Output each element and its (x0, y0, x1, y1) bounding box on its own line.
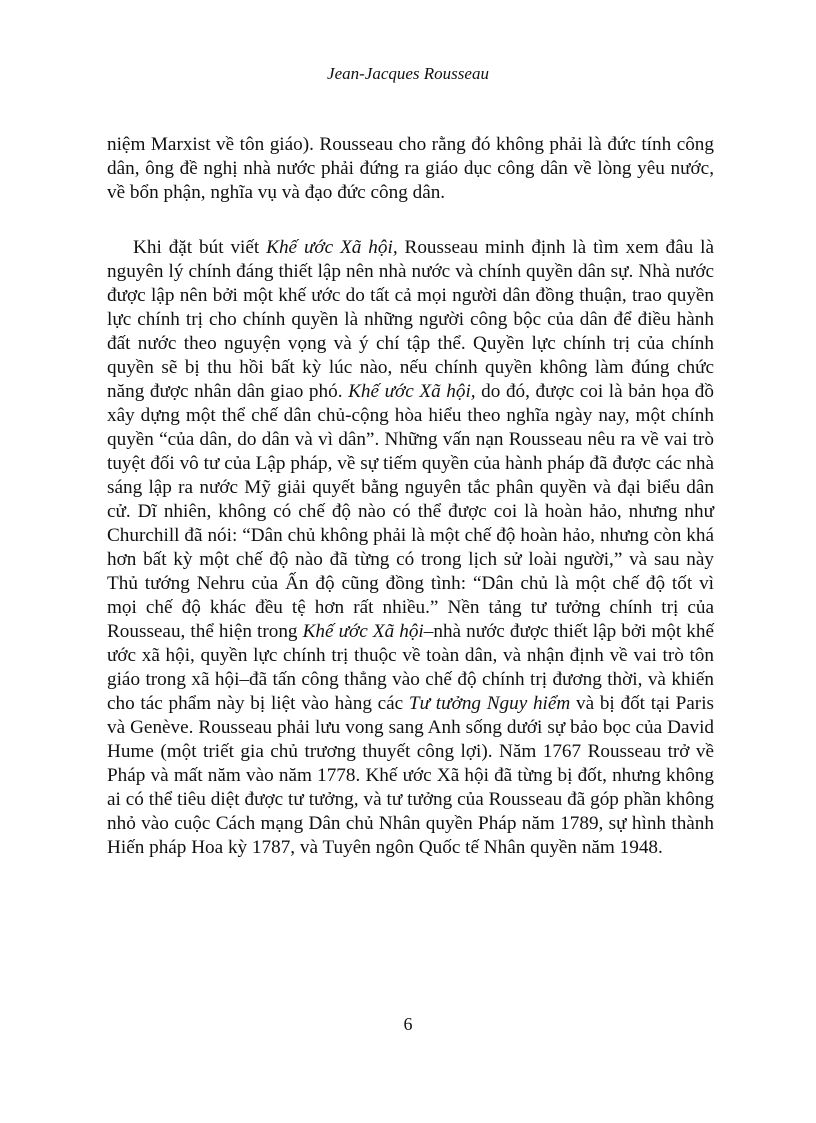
paragraph-2-text-c: do đó, được coi là bản họa đồ xây dựng một thể chế dân chủ-cộng hòa hiểu theo nghĩa ngày nay, một chính quyền “của dân, do dân và vì dân”. Những vấn nạn Rousseau nêu ra về vai trò tuyệt đối vô tư của Lập pháp, về sự tiếm quyền của hành pháp đã được các nhà sáng lập ra nước Mỹ giải quyết bằng nguyên tắc phân quyền và đại biểu dân cử. Dĩ nhiên, không có chế độ nào có thể được coi là hoàn hảo, nhưng như Churchill đã nói: “Dân chủ không phải là một chế độ hoàn hảo, nhưng còn khá hơn bất kỳ một chế độ nào đã từng có trong lịch sử loài người,” và sau này Thủ tướng Nehru của Ấn độ cũng đồng tình: “Dân chủ là một chế độ tốt vì mọi chế độ khác đều tệ hơn rất nhiều.” Nền tảng tư tưởng chính trị của Rousseau, thể hiện trong (107, 381, 714, 642)
paragraph-1-text: niệm Marxist về tôn giáo). Rousseau cho rằng đó không phải là đức tính công dân, ông đề nghị nhà nước phải đứng ra giáo dục công dân về lòng yêu nước, về bổn phận, nghĩa vụ và đạo đức công dân. (107, 134, 714, 203)
page-number: 6 (403, 1014, 413, 1034)
paragraph-2 (107, 236, 714, 860)
paragraph-2-text-e: và bị đốt tại Paris và Genève. Rousseau phải lưu vong sang Anh sống dưới sự bảo bọc của David Hume (một triết gia chủ trương thuyết công lợi). Năm 1767 Rousseau trở về Pháp và mất năm vào năm 1778. Khế ước Xã hội đã từng bị đốt, nhưng không ai có thể tiêu diệt được tư tưởng, và tư tưởng của Rousseau đã góp phần không nhỏ vào cuộc Cách mạng Dân chủ Nhân quyền Pháp năm 1789, sự hình thành Hiến pháp Hoa kỳ 1787, và Tuyên ngôn Quốc tế Nhân quyền năm 1948. (107, 693, 714, 858)
paragraph-2-text-b: Rousseau minh định là tìm xem đâu là nguyên lý chính đáng thiết lập nên nhà nước và chính quyền dân sự. Nhà nước được lập nên bởi một khế ước do tất cả mọi người dân đồng thuận, trao quyền lực chính trị cho chính quyền là những người công bộc của dân để điều hành đất nước theo nguyện vọng và ý chí tập thể. Quyền lực chính trị của chính quyền sẽ bị thu hồi bất kỳ lúc nào, nếu chính quyền không làm đúng chức năng được nhân dân giao phó. (107, 237, 714, 402)
dangerous-ideas-italic: Tư tưởng Nguy hiểm (408, 693, 571, 714)
paragraph-1 (107, 133, 714, 205)
paragraph-2-text-d: –nhà nước được thiết lập bởi một khế ước xã hội, quyền lực chính trị thuộc về toàn dân, và nhận định về vai trò tôn giáo trong xã hội–đã tấn công thẳng vào chế độ chính trị đương thời, và khiến cho tác phẩm này bị liệt vào hàng các (107, 621, 715, 714)
running-header: Jean-Jacques Rousseau (327, 64, 489, 83)
book-title-italic: Khế ước Xã hội, (266, 237, 398, 258)
paragraph-2-text-a: Khi đặt bút viết (133, 237, 267, 258)
book-title-italic: Khế ước Xã hội, (348, 381, 476, 402)
book-title-italic: Khế ước Xã hội (302, 621, 424, 642)
